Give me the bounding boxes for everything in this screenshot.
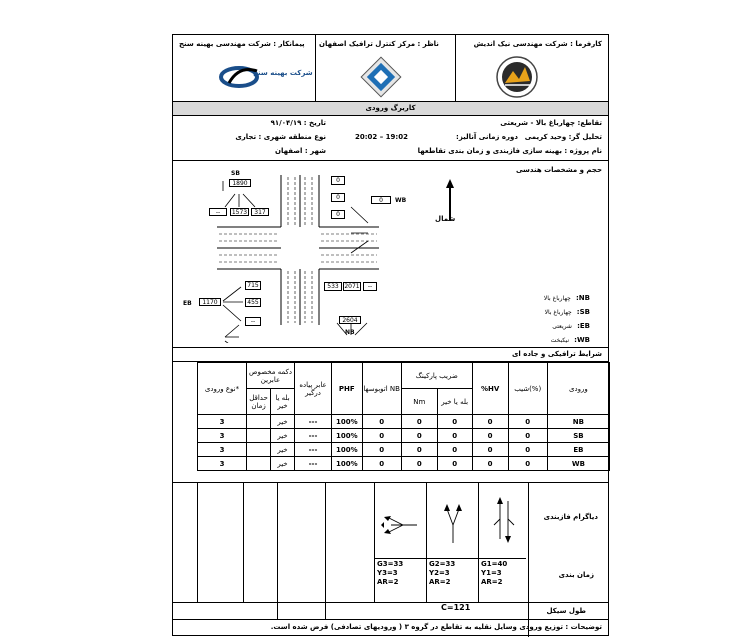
nb-label: NB xyxy=(345,329,355,336)
wb-top-box: 0 xyxy=(331,176,345,185)
zone-type-text: نوع منطقه شهری : تجاری xyxy=(235,133,326,141)
wb-mid-box: 0 xyxy=(331,193,345,202)
eb-label: EB xyxy=(183,300,192,307)
header-parking: ضریب پارکینگ xyxy=(401,363,472,389)
legend-item: NB: چهارباغ بالا xyxy=(543,294,590,302)
input-worksheet xyxy=(172,34,609,636)
traffic-control-logo xyxy=(359,55,403,99)
eb-top-box: 715 xyxy=(245,281,261,290)
phase-diagram-label: دیاگرام فازبندی xyxy=(543,513,598,521)
header-hv: %HV xyxy=(472,363,508,415)
header-grade: شیب(%) xyxy=(508,363,547,415)
volume-title: حجم و مشخصات هندسی xyxy=(515,166,602,174)
sb-label: SB xyxy=(231,170,240,177)
wb-label: WB xyxy=(395,197,407,204)
project-text: نام پروژه : بهینه سازی فازبندی و زمان بندی تقاطعها xyxy=(417,147,602,155)
period-value: 20:02 – 19:02 xyxy=(355,133,408,141)
sb-right-box: 317 xyxy=(251,208,269,216)
contractor-logo-text: شرکت بهینه سنج xyxy=(253,69,313,77)
nb-total-box: 2604 xyxy=(339,316,361,324)
contractor-text: پیمانکار : شرکت مهندسی بهینه سنج xyxy=(179,40,305,48)
eb-total-box: 1170 xyxy=(199,298,221,306)
eb-mid-box: 455 xyxy=(245,298,261,307)
header-min-time: حداقل زمان xyxy=(247,389,271,415)
phase2-timing: G2=33 Y2=3 AR=2 xyxy=(429,560,456,586)
form-title-bar xyxy=(173,101,608,116)
table-row: 3 خیر --- 100% 0 0 0 0 0 SB xyxy=(198,429,610,443)
contractor-logo xyxy=(217,57,313,97)
city-text: شهر : اصفهان xyxy=(275,147,326,155)
header-button-yes: بله یا خیر xyxy=(271,389,295,415)
traffic-table xyxy=(197,362,610,471)
timing-label: زمان بندی xyxy=(558,571,594,579)
legend-item: EB: شریعتی xyxy=(552,322,590,330)
north-label: شمال xyxy=(435,215,456,223)
sb-total-box: 1890 xyxy=(229,179,251,187)
nb-a-box: 533 xyxy=(324,282,342,291)
header-approach-type: نوع ورودی* xyxy=(198,363,247,415)
eb-arrows xyxy=(221,281,245,329)
phase3-timing: G3=33 Y3=3 AR=2 xyxy=(377,560,404,586)
legend-item: SB: چهارباغ بالا xyxy=(544,308,590,316)
phase1-timing: G1=40 Y1=3 AR=2 xyxy=(481,560,508,586)
nb-c-box: -- xyxy=(363,282,377,291)
cycle-label: طول سیکل xyxy=(546,607,586,615)
supervisor-text: ناظر : مرکز کنترل ترافیک اصفهان xyxy=(319,40,439,48)
header-nm: Nm xyxy=(401,389,437,415)
header-ped: عابر پیاده درگیر xyxy=(294,363,331,415)
table-row: 3 خیر --- 100% 0 0 0 0 0 EB xyxy=(198,443,610,457)
analyst-text: تحلیل گر: وحید کریمی xyxy=(524,133,602,141)
note-text: توضیحات : توزیع ورودی وسایل نقلیه به تقاطع در گروه ۳ ( ورودیهای تصادفی) فرض شده است. xyxy=(270,623,602,631)
employer-text: کارفرما : شرکت مهندسی نیک اندیش xyxy=(473,40,602,48)
date-text: تاریخ : ۹۱/۰۴/۱۹ xyxy=(270,119,326,127)
legend-item: WB: نیکبخت xyxy=(550,336,590,344)
form-title: کاربرگ ورودی xyxy=(365,104,416,112)
wb-bottom-box: 0 xyxy=(331,210,345,219)
sb-left-box: -- xyxy=(209,208,227,216)
traffic-title: شرایط ترافیکی و جاده ای xyxy=(511,350,602,358)
approach-legend xyxy=(520,285,590,344)
intersection-diagram xyxy=(173,161,433,343)
header-bus: اتوبوسها NB xyxy=(362,363,401,415)
sb-through-box: 1573 xyxy=(231,209,248,216)
cycle-value: C=121 xyxy=(441,603,471,612)
period-label: دوره زمانی آنالیز: xyxy=(456,133,518,141)
table-row: 3 خیر --- 100% 0 0 0 0 0 NB xyxy=(198,415,610,429)
phase1-diagram-icon xyxy=(491,495,517,545)
phase2-diagram-icon xyxy=(441,503,465,545)
intersection-text: تقاطع: چهارباغ بالا - شریعتی xyxy=(500,119,602,127)
employer-logo xyxy=(495,55,539,99)
eb-bottom-box: -- xyxy=(245,317,261,326)
table-row: 3 خیر --- 100% 0 0 0 0 0 WB xyxy=(198,457,610,471)
header-button: دکمه مخصوص عابرین xyxy=(247,363,295,389)
header-phf: PHF xyxy=(332,363,363,415)
header-approach: ورودی xyxy=(547,363,609,415)
phase3-diagram-icon xyxy=(381,515,421,535)
nb-b-box: 2071 xyxy=(344,283,360,290)
header-parking-yes: بله یا خیر xyxy=(437,389,472,415)
wb-total-box: 0 xyxy=(371,196,391,204)
